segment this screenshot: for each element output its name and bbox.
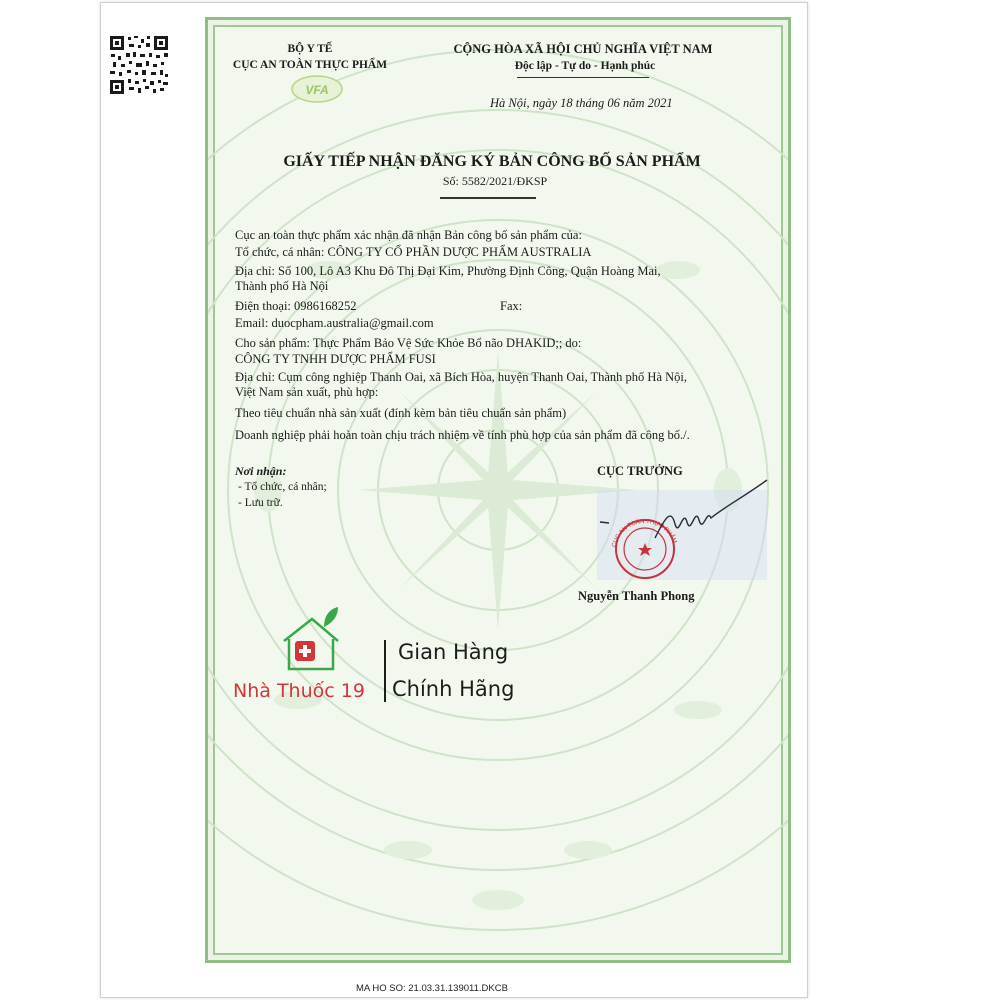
signer-name: Nguyễn Thanh Phong bbox=[578, 589, 695, 603]
pharmacy-brand-name: Nhà Thuốc 19 bbox=[233, 680, 365, 702]
signer-role: CỤC TRƯỞNG bbox=[597, 464, 683, 478]
recipient-item: - Lưu trữ. bbox=[238, 497, 283, 509]
motto-underline bbox=[517, 77, 649, 78]
brand-divider bbox=[384, 640, 386, 702]
pharmacy-house-icon bbox=[232, 605, 344, 675]
brand-tagline-1: Gian Hàng bbox=[398, 640, 509, 664]
manufacturer-address: Địa chỉ: Cụm công nghiệp Thanh Oai, xã Bích Hòa, huyện Thanh Oai, Thành phố Hà Nội, bbox=[235, 370, 687, 384]
org-address-cont: Thành phố Hà Nội bbox=[235, 279, 329, 293]
document-number: Số: 5582/2021/ĐKSP bbox=[442, 174, 548, 188]
organization: Tổ chức, cá nhân: CÔNG TY CỔ PHẦN DƯỢC PHẨM AUSTRALIA bbox=[235, 245, 592, 259]
country-name: CỘNG HÒA XÃ HỘI CHỦ NGHĨA VIỆT NAM bbox=[453, 42, 713, 56]
document-title: GIẤY TIẾP NHẬN ĐĂNG KÝ BẢN CÔNG BỐ SẢN PHẨM bbox=[283, 153, 701, 170]
org-email: Email: duocpham.australia@gmail.com bbox=[235, 316, 434, 330]
title-underline bbox=[440, 197, 536, 199]
intro-text: Cục an toàn thực phẩm xác nhận đã nhận Bản công bố sản phẩm của: bbox=[235, 228, 582, 242]
responsibility-text: Doanh nghiệp phải hoàn toàn chịu trách nhiệm về tính phù hợp của sản phẩm đã công bố./. bbox=[235, 428, 690, 442]
vfa-logo bbox=[290, 74, 344, 104]
agency-name: CỤC AN TOÀN THỰC PHẨM bbox=[232, 59, 388, 71]
vfa-logo-text: VFA bbox=[305, 83, 329, 97]
standard-text: Theo tiêu chuẩn nhà sản xuất (đính kèm bản tiêu chuẩn sản phẩm) bbox=[235, 406, 567, 420]
qr-code bbox=[108, 34, 170, 96]
issue-date: Hà Nội, ngày 18 tháng 06 năm 2021 bbox=[490, 96, 673, 110]
org-fax: Fax: bbox=[500, 299, 523, 313]
ministry-name: BỘ Y TẾ bbox=[287, 43, 333, 55]
product-line: Cho sản phẩm: Thực Phẩm Bảo Vệ Sức Khỏe Bổ não DHAKID;; do: bbox=[235, 336, 582, 350]
brand-tagline-2: Chính Hãng bbox=[392, 677, 515, 701]
manufacturer: CÔNG TY TNHH DƯỢC PHẨM FUSI bbox=[235, 352, 436, 366]
recipients-heading: Nơi nhận: bbox=[235, 464, 287, 478]
motto: Độc lập - Tự do - Hạnh phúc bbox=[514, 60, 656, 72]
org-address: Địa chỉ: Số 100, Lô A3 Khu Đô Thị Đại Kim, Phường Định Công, Quận Hoàng Mai, bbox=[235, 264, 661, 278]
recipient-item: - Tổ chức, cá nhân; bbox=[238, 481, 327, 493]
stamp-text: CỤC AN TOÀN THỰC PHẨM bbox=[611, 518, 678, 548]
manufacturer-address-cont: Việt Nam sản xuất, phù hợp: bbox=[235, 385, 379, 399]
org-phone: Điện thoại: 0986168252 bbox=[235, 299, 357, 313]
file-code: MA HO SO: 21.03.31.139011.DKCB bbox=[356, 983, 508, 994]
handwritten-signature bbox=[595, 478, 770, 558]
